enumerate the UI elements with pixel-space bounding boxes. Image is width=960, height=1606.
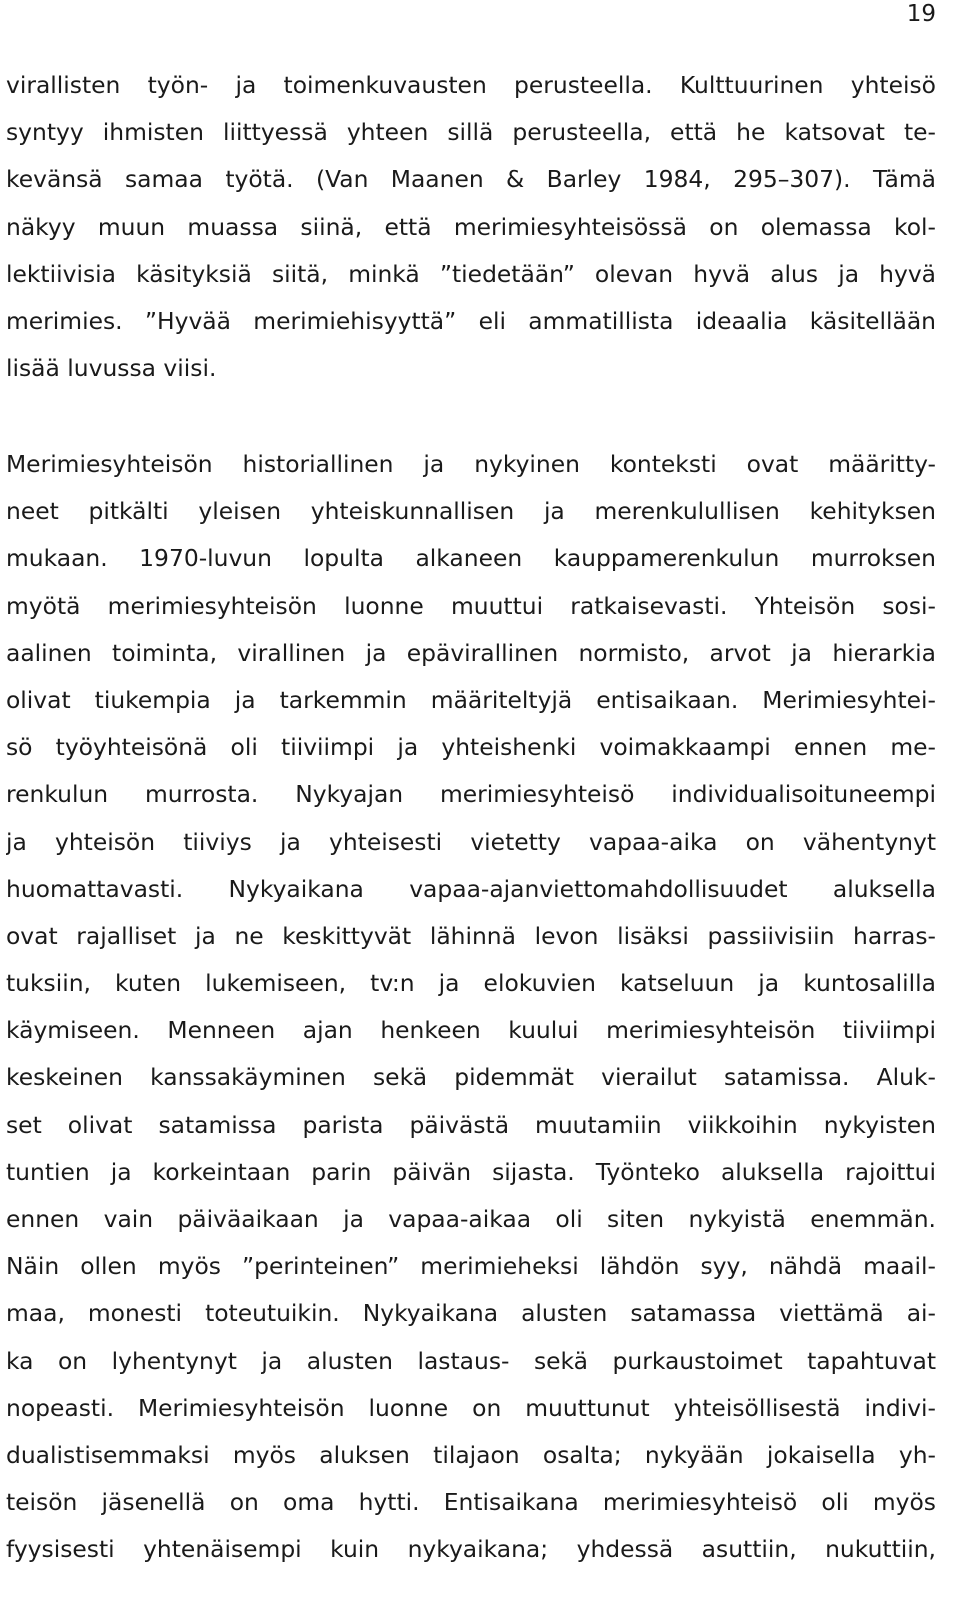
text-line: tuntien ja korkeintaan parin päivän sijasta. Työnteko aluksella rajoittui: [6, 1157, 936, 1186]
text-line: keskeinen kanssakäyminen sekä pidemmät vierailut satamissa. Aluk-: [6, 1063, 936, 1092]
text-line: renkulun murrosta. Nykyajan merimiesyhteisö individualisoituneempi: [6, 780, 936, 809]
text-line: lisää luvussa viisi.: [6, 354, 217, 383]
text-line: kevänsä samaa työtä. (Van Maanen & Barley 1984, 295–307). Tämä: [6, 165, 936, 194]
text-line: huomattavasti. Nykyaikana vapaa-ajanviettomahdollisuudet aluksella: [6, 874, 936, 903]
text-line: myötä merimiesyhteisön luonne muuttui ratkaisevasti. Yhteisön sosi-: [6, 591, 936, 620]
text-line: ka on lyhentynyt ja alusten lastaus- sekä purkaustoimet tapahtuvat: [6, 1346, 936, 1375]
text-line: dualistisemmaksi myös aluksen tilajaon osalta; nykyään jokaisella yh-: [6, 1440, 936, 1469]
text-line: tuksiin, kuten lukemiseen, tv:n ja elokuvien katseluun ja kuntosalilla: [6, 969, 936, 998]
text-line: sö työyhteisönä oli tiiviimpi ja yhteishenki voimakkaampi ennen me-: [6, 733, 936, 762]
text-line: merimies. ”Hyvää merimiehisyyttä” eli ammatillista ideaalia käsitellään: [6, 306, 936, 335]
text-line: käymiseen. Menneen ajan henkeen kuului merimiesyhteisön tiiviimpi: [6, 1016, 936, 1045]
text-line: näkyy muun muassa siinä, että merimiesyhteisössä on olemassa kol-: [6, 212, 936, 241]
text-line: set olivat satamissa parista päivästä muutamiin viikkoihin nykyisten: [6, 1110, 936, 1139]
text-line: fyysisesti yhtenäisempi kuin nykyaikana; yhdessä asuttiin, nukuttiin,: [6, 1535, 936, 1564]
text-line: nopeasti. Merimiesyhteisön luonne on muuttunut yhteisöllisestä indivi-: [6, 1393, 936, 1422]
text-line: olivat tiukempia ja tarkemmin määriteltyjä entisaikaan. Merimiesyhtei-: [6, 685, 936, 714]
paragraph-1: [6, 62, 936, 392]
text-line: lektiivisia käsityksiä siitä, minkä ”tiedetään” olevan hyvä alus ja hyvä: [6, 259, 936, 288]
text-line: aalinen toiminta, virallinen ja epävirallinen normisto, arvot ja hierarkia: [6, 638, 936, 667]
text-line: teisön jäsenellä on oma hytti. Entisaikana merimiesyhteisö oli myös: [6, 1488, 936, 1517]
text-line: ja yhteisön tiiviys ja yhteisesti vietetty vapaa-aika on vähentynyt: [6, 827, 936, 856]
text-line: neet pitkälti yleisen yhteiskunnallisen ja merenkulullisen kehityksen: [6, 497, 936, 526]
text-line: syntyy ihmisten liittyessä yhteen sillä perusteella, että he katsovat te-: [6, 118, 936, 147]
text-line: maa, monesti toteutuikin. Nykyaikana alusten satamassa viettämä ai-: [6, 1299, 936, 1328]
text-line: virallisten työn- ja toimenkuvausten perusteella. Kulttuurinen yhteisö: [6, 71, 936, 99]
text-line: mukaan. 1970-luvun lopulta alkaneen kauppamerenkulun murroksen: [6, 544, 936, 573]
text-line: Merimiesyhteisön historiallinen ja nykyinen konteksti ovat määritty-: [6, 450, 936, 478]
text-line: Näin ollen myös ”perinteinen” merimieheksi lähdön syy, nähdä maail-: [6, 1252, 936, 1281]
text-line: ovat rajalliset ja ne keskittyvät lähinnä levon lisäksi passiivisiin harras-: [6, 921, 936, 950]
text-line: ennen vain päiväaikaan ja vapaa-aikaa oli siten nykyistä enemmän.: [6, 1205, 936, 1233]
page-number: 19: [906, 1, 936, 27]
paragraph-2: [6, 441, 936, 1574]
